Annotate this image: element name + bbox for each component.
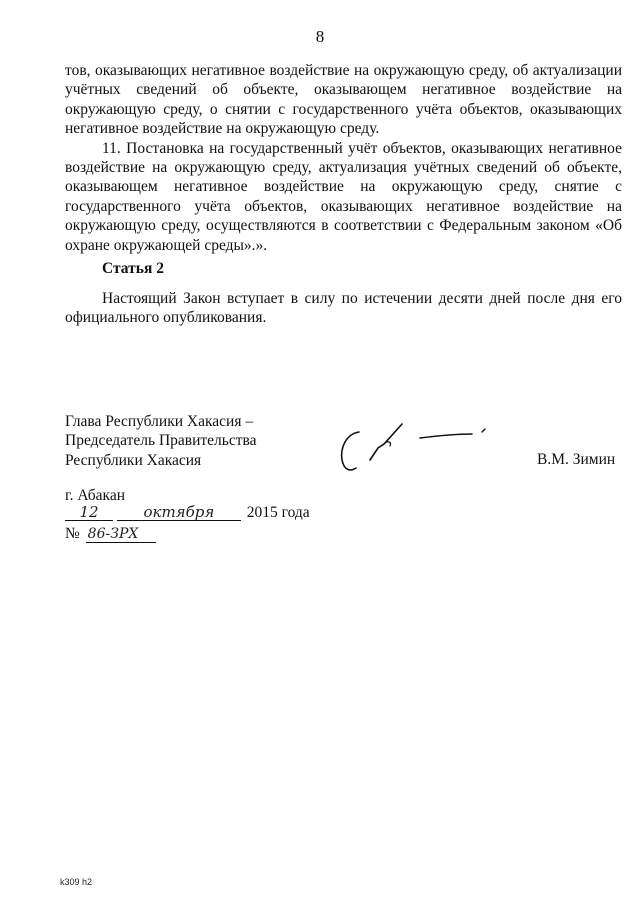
law-text-body (65, 61, 622, 255)
page-number: 8 (315, 27, 325, 46)
article-2-text: Настоящий Закон вступает в силу по истечении десяти дней после дня его официального опубликования. (65, 290, 622, 327)
paragraph-11: 11. Постановка на государственный учёт объектов, оказывающих негативное воздействие на окружающую среду, актуализация учётных сведений об объекте, оказывающем негативное воздействие на окружающую среду, снятие с государственного учёта объектов, оказывающих негативное воздействие на окружающую среду, осуществляются в соответствии с Федеральным законом «Об охране окружающей среды».». (65, 139, 622, 254)
footer-code: k309 h2 (60, 877, 93, 887)
number-value: 86-ЗРХ (86, 526, 156, 543)
signer-name: В.М. Зимин (537, 451, 616, 468)
number-sign: № (65, 525, 80, 542)
signatory-title-line-2: Председатель Правительства (65, 432, 257, 450)
date-year: 2015 года (246, 504, 310, 521)
place-of-signing: г. Абакан (65, 487, 126, 504)
handwritten-signature (332, 414, 502, 484)
signatory-title-line-1: Глава Республики Хакасия – (65, 413, 254, 430)
date-day: 12 (65, 504, 113, 521)
signatory-title (65, 412, 257, 470)
paragraph-continuation: тов, оказывающих негативное воздействие на окружающую среду, об актуализации учётных сведений об объекте, оказывающем негативное воздействие на окружающую среду, о снятии с государственного учёта объектов, оказывающих негативное воздействие на окружающую среду. (65, 62, 622, 138)
date-month: октября (117, 504, 241, 521)
law-number (65, 525, 156, 543)
signatory-title-line-3: Республики Хакасия (65, 451, 202, 469)
signing-date (65, 504, 310, 522)
article-2-heading: Статья 2 (102, 260, 164, 277)
